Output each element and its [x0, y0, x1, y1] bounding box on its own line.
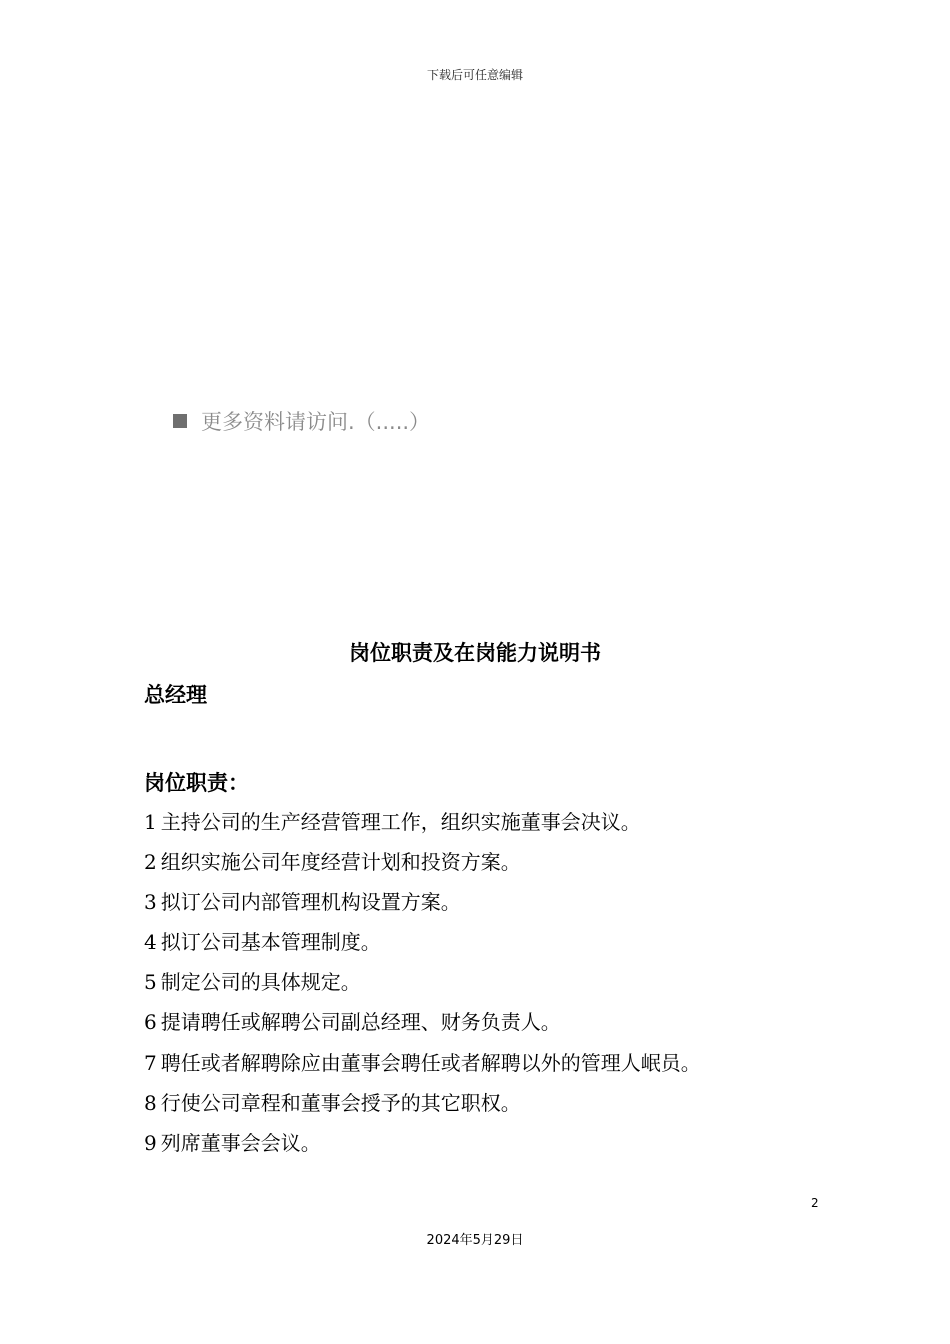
duty-text: 组织实施公司年度经营计划和投资方案。	[160, 850, 521, 875]
duty-number: 6	[144, 1010, 157, 1035]
duty-number: 2	[144, 850, 157, 875]
square-bullet-icon	[173, 414, 187, 428]
duty-text: 行使公司章程和董事会授予的其它职权。	[160, 1090, 521, 1115]
duty-number: 9	[144, 1130, 157, 1155]
duty-item	[144, 805, 701, 845]
duty-item	[144, 1086, 701, 1126]
duty-text: 主持公司的生产经营管理工作，组织实施董事会决议。	[160, 810, 641, 834]
duty-text: 列席董事会会议。	[160, 1130, 321, 1155]
duty-item	[144, 1005, 701, 1045]
duty-text: 拟订公司内部管理机构设置方案。	[160, 890, 461, 915]
duty-text: 拟订公司基本管理制度。	[160, 930, 381, 955]
document-title: 岗位职责及在岗能力说明书	[349, 641, 601, 665]
duty-item	[144, 1046, 701, 1086]
page-number: 2	[811, 1196, 819, 1210]
page-header: 下载后可任意编辑	[426, 68, 523, 82]
duty-number: 1	[144, 810, 157, 834]
duty-number: 8	[144, 1090, 157, 1115]
duties-heading: 岗位职责：	[144, 771, 249, 795]
more-info-text: 更多资料请访问.（.....）	[201, 410, 431, 434]
duty-item	[144, 925, 701, 965]
duty-text: 提请聘任或解聘公司副总经理、财务负责人。	[160, 1010, 561, 1035]
more-info-line	[173, 406, 430, 436]
duty-item	[144, 885, 701, 925]
position-name: 总经理	[144, 683, 207, 707]
duties-list	[144, 805, 701, 1166]
duty-item	[144, 1126, 701, 1166]
duty-number: 5	[144, 970, 157, 995]
duty-number: 7	[144, 1050, 157, 1075]
duty-text: 制定公司的具体规定。	[160, 970, 361, 995]
duty-number: 4	[144, 930, 157, 955]
duty-item	[144, 845, 701, 885]
footer-date: 2024年5月29日	[426, 1233, 524, 1248]
duty-text: 聘任或者解聘除应由董事会聘任或者解聘以外的管理人岷员。	[160, 1050, 701, 1075]
duty-item	[144, 965, 701, 1005]
duty-number: 3	[144, 890, 157, 915]
